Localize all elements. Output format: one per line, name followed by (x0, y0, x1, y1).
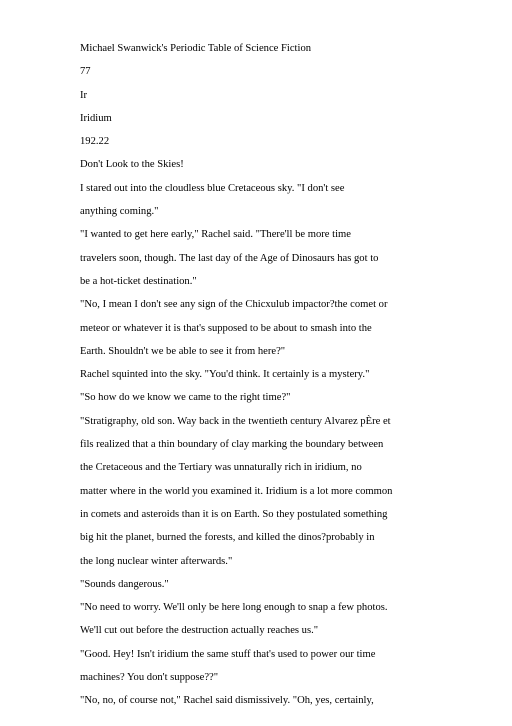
text-line: "So how do we know we came to the right time?" (80, 392, 291, 404)
element-name: Iridium (80, 112, 112, 124)
text-line: We'll cut out before the destruction actually reaches us." (80, 625, 319, 637)
text-line: the Cretaceous and the Tertiary was unnaturally rich in iridium, no (80, 462, 362, 474)
text-line: meteor or whatever it is that's supposed to be about to smash into the (80, 322, 372, 334)
text-line: machines? You don't suppose??" (80, 672, 219, 684)
text-line: anything coming." (80, 206, 159, 218)
element-number: 77 (80, 66, 91, 78)
text-line: matter where in the world you examined it. Iridium is a lot more common (80, 485, 393, 497)
text-line: travelers soon, though. The last day of the Age of Dinosaurs has got to (80, 252, 379, 264)
text-line: be a hot-ticket destination." (80, 275, 197, 287)
element-weight: 192.22 (80, 136, 110, 148)
text-line: "No, I mean I don't see any sign of the Chicxulub impactor?the comet or (80, 299, 388, 311)
text-line: I stared out into the cloudless blue Cretaceous sky. "I don't see (80, 182, 345, 194)
text-line: in comets and asteroids than it is on Earth. So they postulated something (80, 508, 388, 520)
running-header: Michael Swanwick's Periodic Table of Science Fiction (80, 43, 312, 54)
document-text (80, 37, 500, 713)
text-line: "No need to worry. We'll only be here long enough to snap a few photos. (80, 602, 388, 614)
text-line: "Stratigraphy, old son. Way back in the twentieth century Alvarez pÈre et (80, 415, 391, 427)
element-symbol: Ir (80, 89, 88, 101)
text-line: fils realized that a thin boundary of clay marking the boundary between (80, 439, 384, 451)
text-line: "I wanted to get here early," Rachel said. "There'll be more time (80, 229, 351, 241)
text-line: Earth. Shouldn't we be able to see it from here?" (80, 345, 286, 357)
text-line: the long nuclear winter afterwards." (80, 555, 233, 567)
story-title: Don't Look to the Skies! (80, 159, 184, 171)
text-line: "Good. Hey! Isn't iridium the same stuff that's used to power our time (80, 648, 376, 660)
text-line: big hit the planet, burned the forests, and killed the dinos?probably in (80, 532, 375, 544)
text-line: "No, no, of course not," Rachel said dismissively. "Oh, yes, certainly, (80, 695, 374, 707)
text-line: Rachel squinted into the sky. "You'd think. It certainly is a mystery." (80, 369, 370, 381)
text-line: "Sounds dangerous." (80, 578, 169, 590)
